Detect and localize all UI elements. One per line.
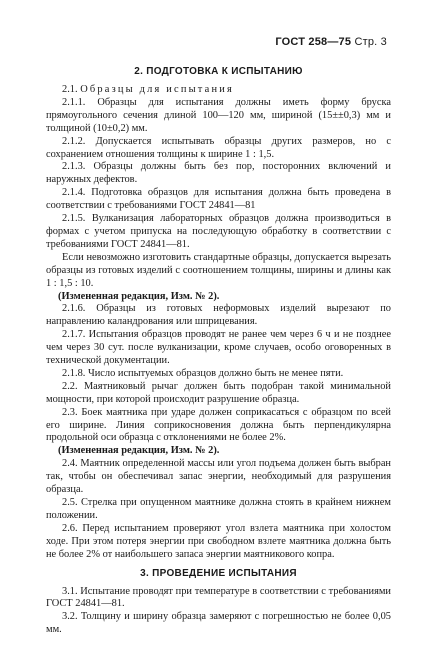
clause-heading: Образцы для испытания bbox=[80, 84, 234, 95]
paragraph bbox=[46, 84, 391, 97]
page-header bbox=[275, 36, 387, 48]
paragraph: 3.1. Испытание проводят при температуре в соответствии с требованиями ГОСТ 24841—81. bbox=[46, 585, 391, 610]
paragraph: 2.6. Перед испытанием проверяют угол взлета маятника при холостом ходе. При этом потеря энергии при свободном взлете маятника должна быть не более 2% от наибольшего запаса энергии маятникового копра. bbox=[46, 522, 391, 560]
paragraph: Если невозможно изготовить стандартные образцы, допускается вырезать образцы из готовых изделий с соотношением толщины, ширины и длины как 1 : 1,5 : 10. bbox=[46, 251, 391, 289]
paragraph: 2.1.4. Подготовка образцов для испытания должна быть проведена в соответствии с требованиями ГОСТ 24841—81 bbox=[46, 187, 391, 212]
page-number: Стр. 3 bbox=[354, 36, 387, 48]
paragraph: 2.1.3. Образцы должны быть без пор, посторонних включений и наружных дефектов. bbox=[46, 161, 391, 186]
paragraph: 2.2. Маятниковый рычаг должен быть подобран такой минимальной мощности, при которой происходит разрушение образца. bbox=[46, 380, 391, 405]
amendment-note: (Измененная редакция, Изм. № 2). bbox=[58, 290, 220, 302]
paragraph: 2.3. Боек маятника при ударе должен соприкасаться с образцом по всей его ширине. Линия соприкосновения должна быть перпендикулярна продольной оси образца с отклонениями не более 2%. bbox=[46, 406, 391, 444]
paragraph: 2.1.6. Образцы из готовых неформовых изделий вырезают по направлению каландрования или шприцевания. bbox=[46, 303, 391, 328]
page-content bbox=[46, 66, 391, 637]
paragraph: 2.1.2. Допускается испытывать образцы других размеров, но с сохранением отношения толщины к ширине 1 : 1,5. bbox=[46, 135, 391, 160]
paragraph: 2.4. Маятник определенной массы или угол подъема должен быть выбран так, чтобы он обеспечивал запас энергии, необходимый для разрушения образца. bbox=[46, 458, 391, 496]
paragraph: 2.1.5. Вулканизация лабораторных образцов должна производиться в формах с учетом припуска на последующую обработку в соответствии с требованиями ГОСТ 24841—81. bbox=[46, 213, 391, 250]
section-title: 2. ПОДГОТОВКА К ИСПЫТАНИЮ bbox=[134, 66, 303, 77]
paragraph: 2.1.1. Образцы для испытания должны иметь форму бруска прямоугольного сечения длиной 100—120 мм, шириной (15±±0,3) мм и толщиной (10±0,2) мм. bbox=[46, 96, 391, 134]
amendment-note: (Измененная редакция, Изм. № 2). bbox=[58, 445, 220, 457]
paragraph: 2.5. Стрелка при опущенном маятнике должна стоять в крайнем нижнем положении. bbox=[46, 497, 391, 521]
paragraph: 3.2. Толщину и ширину образца замеряют с погрешностью не более 0,05 мм. bbox=[46, 611, 391, 636]
clause-number: 2.1. bbox=[62, 84, 78, 95]
paragraph: 2.1.8. Число испытуемых образцов должно быть не менее пяти. bbox=[62, 367, 344, 379]
section-title: 3. ПРОВЕДЕНИЕ ИСПЫТАНИЯ bbox=[140, 567, 297, 579]
standard-number: ГОСТ 258—75 bbox=[275, 36, 352, 48]
paragraph: 2.1.7. Испытания образцов проводят не ранее чем через 6 ч и не позднее чем через 30 сут. после вулканизации, кроме случаев, особо оговоренных в технической документации. bbox=[46, 329, 391, 367]
